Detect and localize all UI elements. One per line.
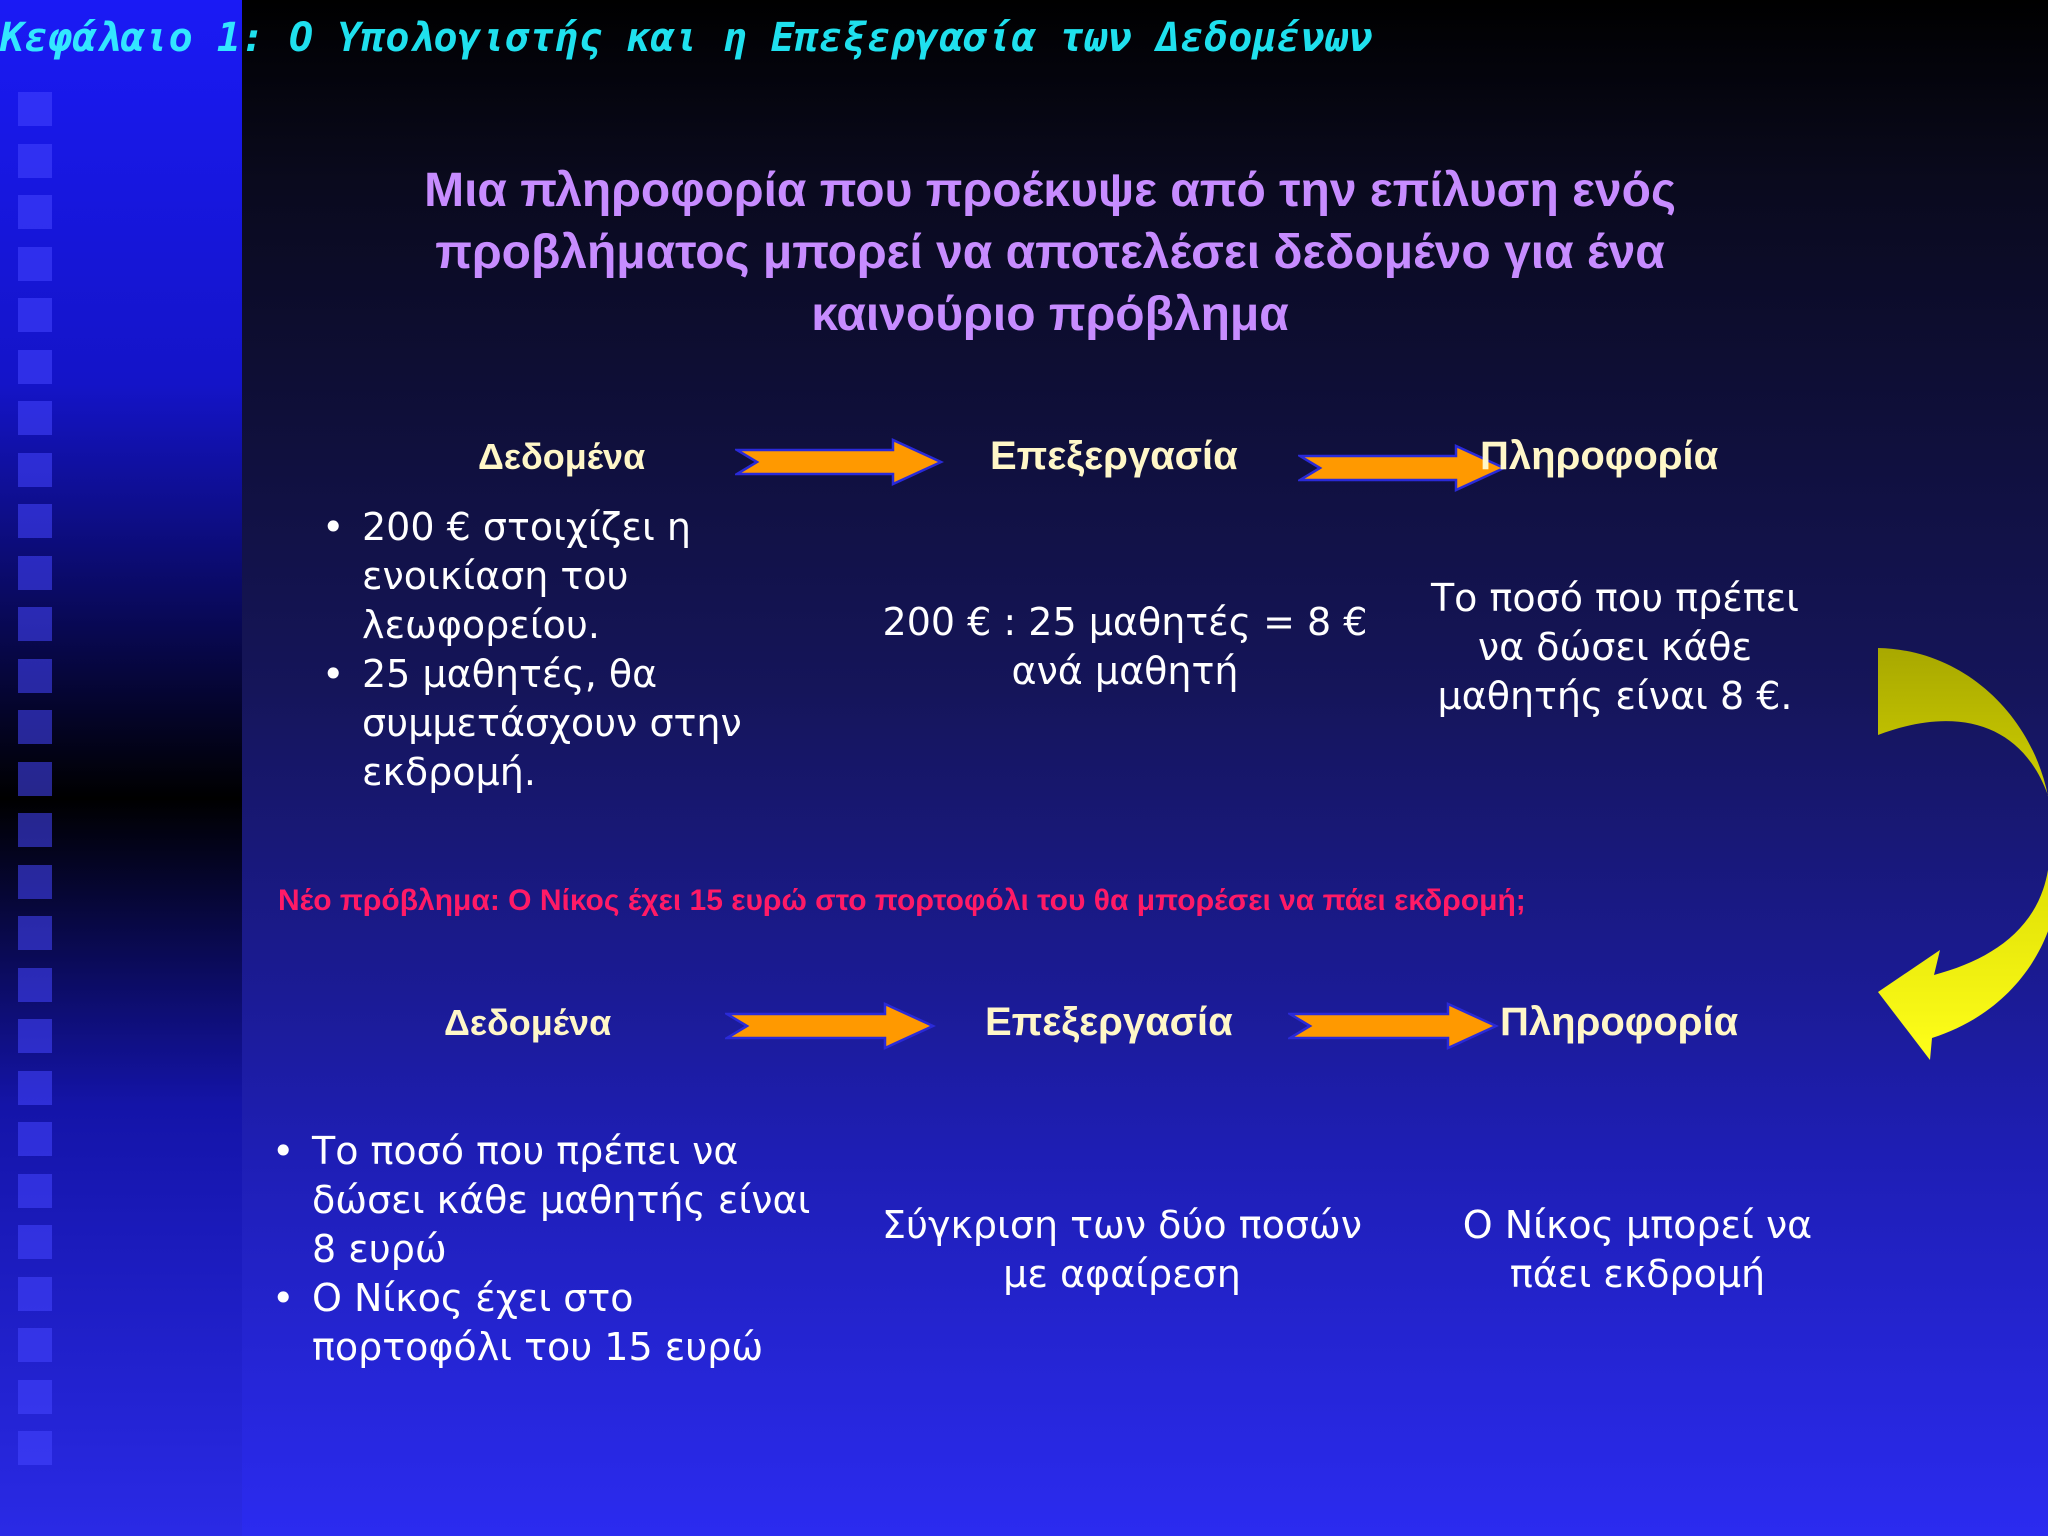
- sidebar-square: [18, 968, 52, 1002]
- sidebar-square: [18, 1328, 52, 1362]
- row2-info-label: Πληροφορία: [1500, 1000, 1739, 1044]
- sidebar-square: [18, 1174, 52, 1208]
- row1-data-item: • 25 μαθητές, θα συμμετάσχουν στην εκδρομή.: [322, 650, 762, 797]
- sidebar-square: [18, 1019, 52, 1053]
- row2-data-list: [272, 1127, 832, 1372]
- chapter-header: [0, 10, 1373, 66]
- sidebar-square: [18, 556, 52, 590]
- row2-arrow-1: [725, 1002, 937, 1050]
- row1-arrow-1: [735, 438, 945, 486]
- new-problem-text: Νέο πρόβλημα: Ο Νίκος έχει 15 ευρώ στο πορτοφόλι του θα μπορέσει να πάει εκδρομή;: [278, 884, 1526, 917]
- sidebar-square: [18, 401, 52, 435]
- sidebar-square: [18, 504, 52, 538]
- row1-arrow-2: [1298, 444, 1508, 492]
- row1-info-text: Το ποσό που πρέπει να δώσει κάθε μαθητής είναι 8 €.: [1430, 576, 1800, 718]
- sidebar-square: [18, 92, 52, 126]
- row2-data-item: • Το ποσό που πρέπει να δώσει κάθε μαθητής είναι 8 ευρώ: [272, 1127, 832, 1274]
- sidebar-square: [18, 453, 52, 487]
- sidebar-square: [18, 298, 52, 332]
- sidebar-square: [18, 1122, 52, 1156]
- row1-info-label: Πληροφορία: [1480, 434, 1719, 478]
- row1-process-text: 200 € : 25 μαθητές = 8 € ανά μαθητή: [882, 600, 1368, 693]
- sidebar-square: [18, 607, 52, 641]
- row2-data-label: Δεδομένα: [444, 1002, 612, 1043]
- row1-process-label: Επεξεργασία: [990, 434, 1238, 478]
- sidebar-square: [18, 1277, 52, 1311]
- row1-data-list: [322, 503, 762, 797]
- sidebar-square: [18, 195, 52, 229]
- row1-data-label: Δεδομένα: [478, 436, 646, 477]
- sidebar-square: [18, 762, 52, 796]
- sidebar-square: [18, 865, 52, 899]
- sidebar-square: [18, 1071, 52, 1105]
- curved-arrow-icon: [1870, 640, 2048, 1070]
- sidebar-square: [18, 1380, 52, 1414]
- sidebar-square: [18, 710, 52, 744]
- row2-info-text: Ο Νίκος μπορεί να πάει εκδρομή: [1462, 1203, 1813, 1296]
- sidebar-square: [18, 247, 52, 281]
- sidebar-square: [18, 1225, 52, 1259]
- chapter-header-part2: : Ο Υπολογιστής και η Επεξεργασία των Δεδομένων: [240, 15, 1373, 61]
- sidebar-square: [18, 916, 52, 950]
- slide-title: Μια πληροφορία που προέκυψε από την επίλυση ενός προβλήματος μπορεί να αποτελέσει δεδομένο για ένα καινούριο πρόβλημα: [424, 164, 1676, 341]
- row1-data-item: • 200 € στοιχίζει η ενοικίαση του λεωφορείου.: [322, 503, 762, 650]
- sidebar-square: [18, 144, 52, 178]
- sidebar-square: [18, 659, 52, 693]
- sidebar-square: [18, 813, 52, 847]
- sidebar-square: [18, 350, 52, 384]
- sidebar-square: [18, 1431, 52, 1465]
- row2-process-label: Επεξεργασία: [985, 1000, 1233, 1044]
- chapter-header-part1: Κεφάλαιο 1: [0, 15, 241, 61]
- row2-data-item: • Ο Νίκος έχει στο πορτοφόλι του 15 ευρώ: [272, 1274, 832, 1372]
- row2-arrow-2: [1288, 1002, 1500, 1050]
- row2-process-text: Σύγκριση των δύο ποσών με αφαίρεση: [882, 1203, 1362, 1296]
